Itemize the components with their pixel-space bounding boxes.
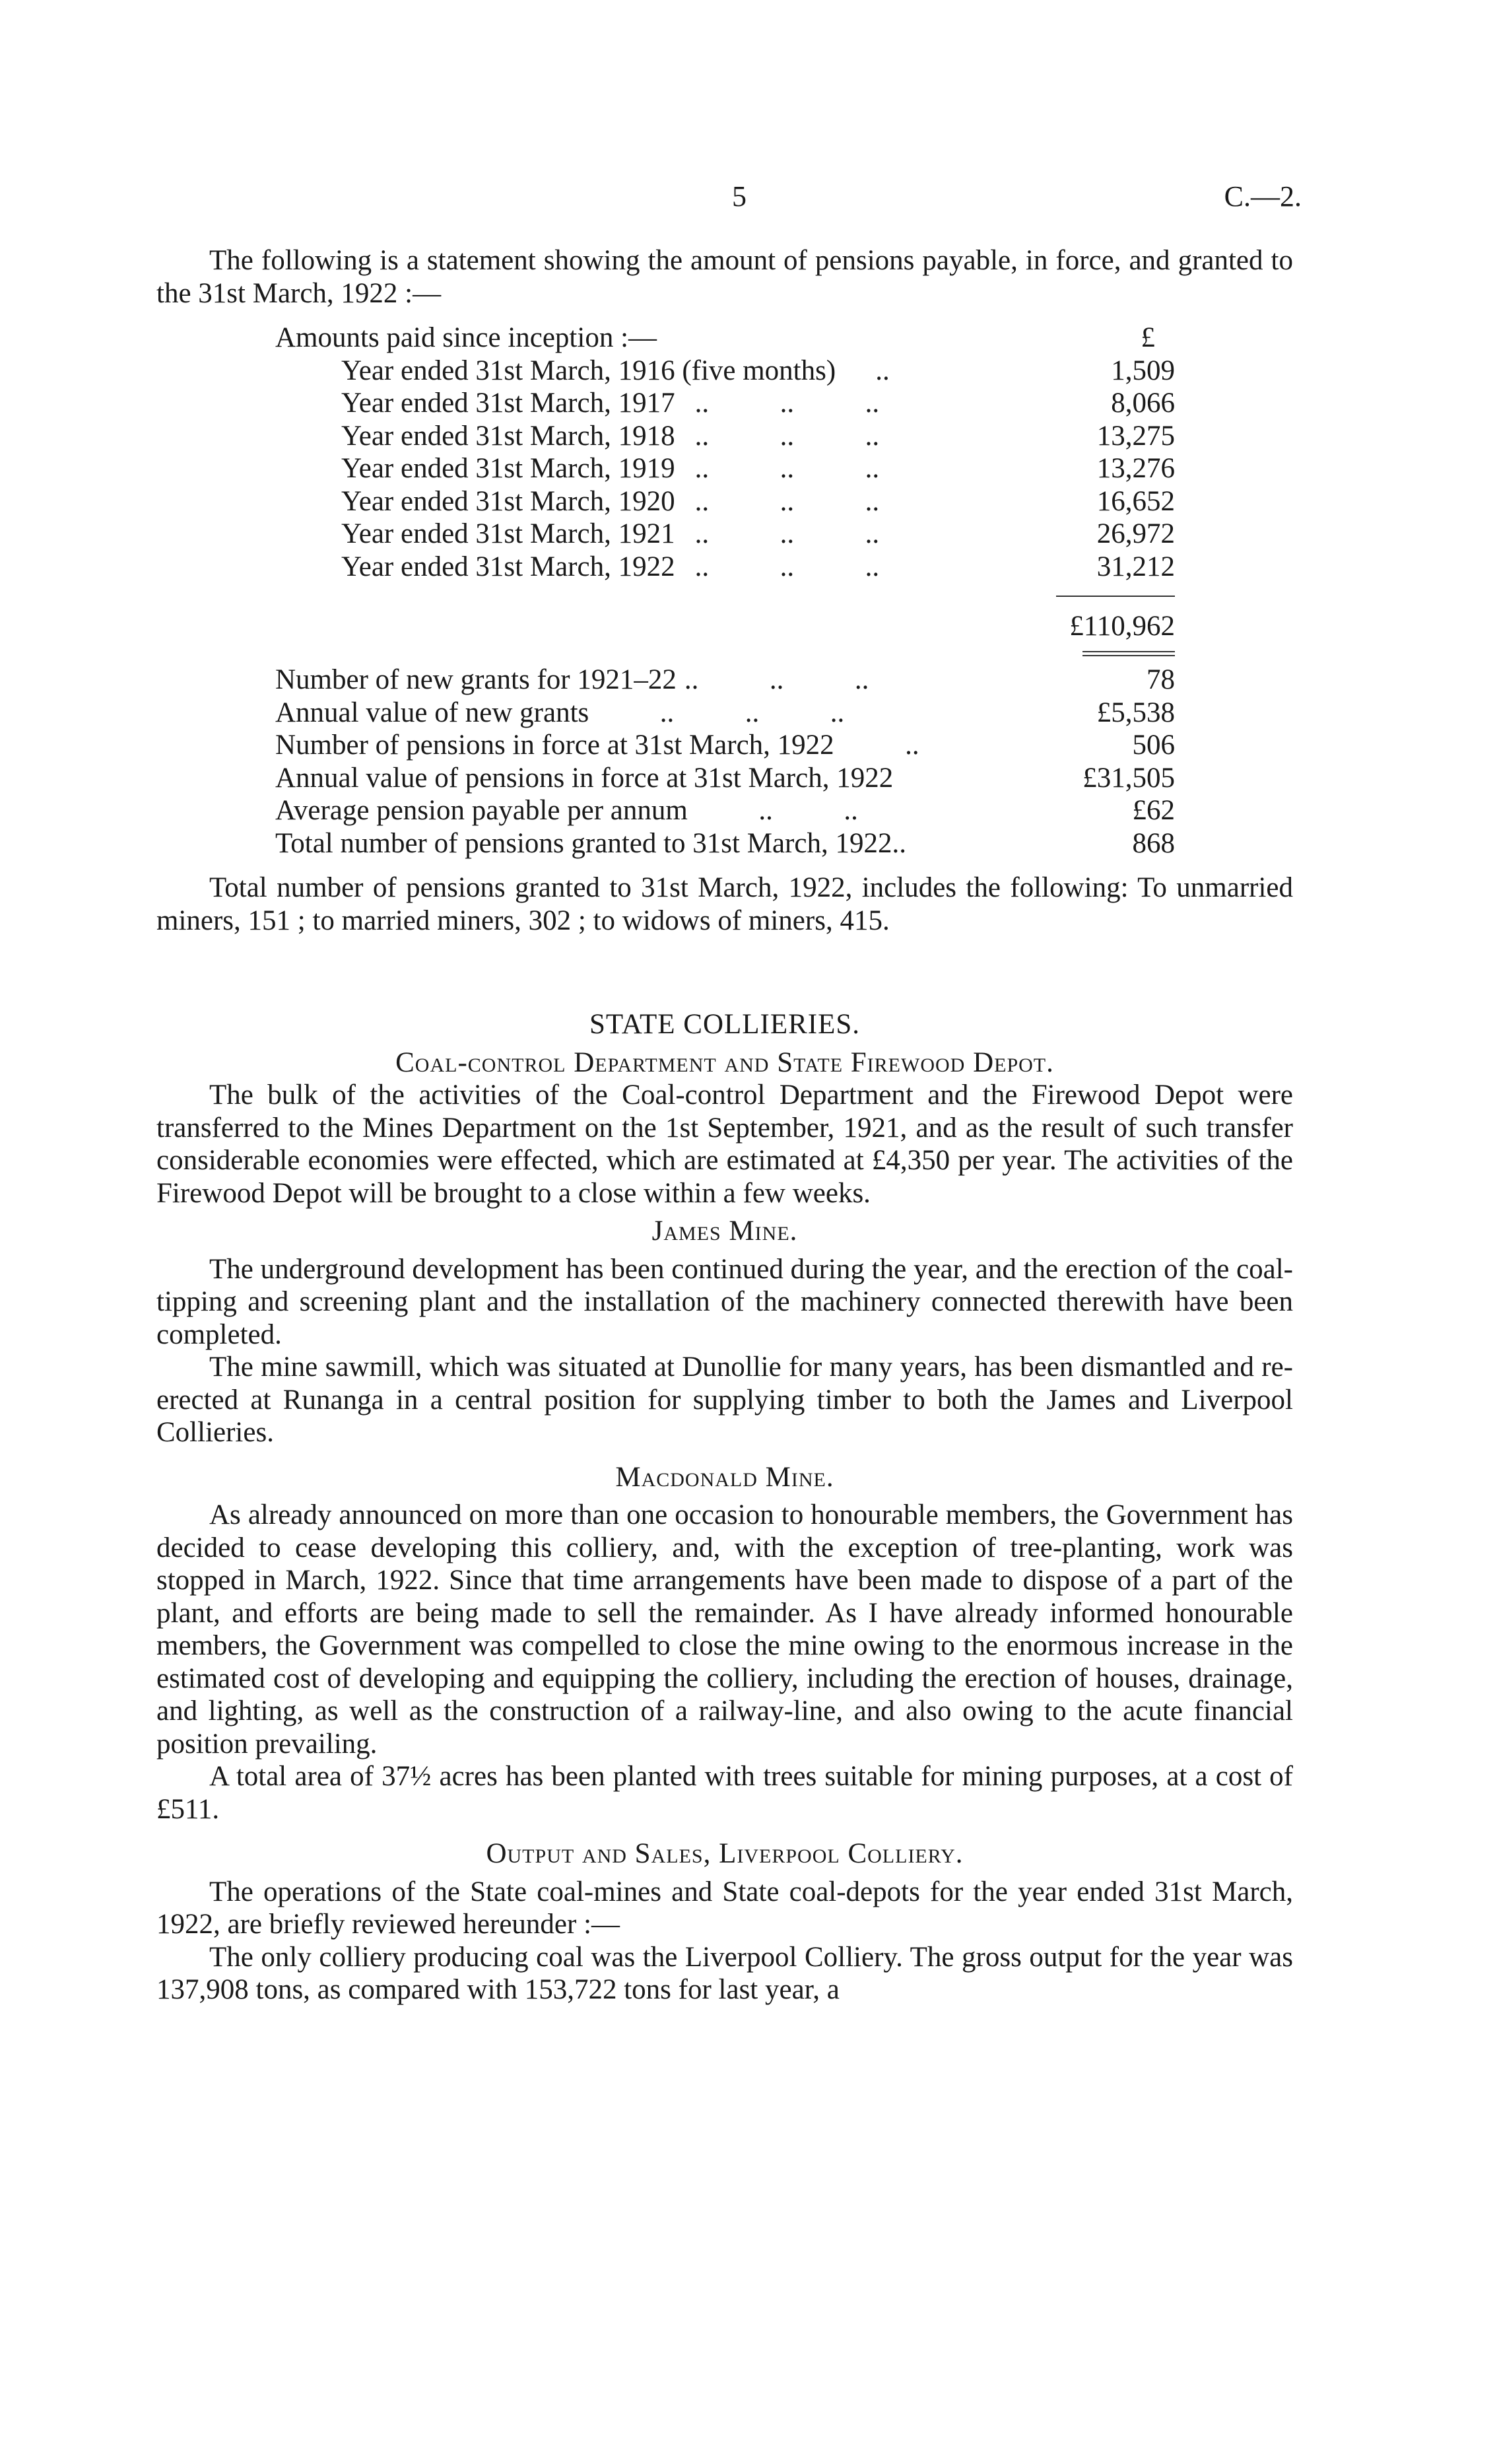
output-sales-heading: Output and Sales, Liverpool Colliery. bbox=[486, 1838, 964, 1869]
row-value: £31,505 bbox=[1082, 762, 1175, 794]
table-row bbox=[275, 355, 1175, 388]
row-dots: .. .. .. bbox=[694, 518, 880, 549]
row-label: Year ended 31st March, 1917 bbox=[341, 388, 675, 419]
james-mine-paragraph: The mine sawmill, which was situated at Dunollie for many years, has been dismantled and re-erected at Runanga in a central position for supplying timber to both the James and Liverpool Collieries. bbox=[156, 1352, 1293, 1448]
amounts-total-row bbox=[275, 609, 1175, 644]
stats-rows bbox=[275, 664, 1175, 860]
row-label: Average pension payable per annum bbox=[275, 795, 688, 826]
row-dots: .. .. .. bbox=[694, 485, 880, 517]
row-label: Year ended 31st March, 1921 bbox=[341, 518, 675, 549]
row-value: £5,538 bbox=[1096, 697, 1175, 728]
row-value: 1,509 bbox=[1111, 355, 1175, 386]
table-row bbox=[275, 420, 1175, 453]
summary-paragraph: Total number of pensions granted to 31st March, 1922, includes the following: To unmarried miners, 151 ; to married miners, 302 ; to widows of miners, 415. bbox=[156, 872, 1293, 936]
document-code: C.—2. bbox=[1224, 180, 1302, 213]
state-collieries-heading: STATE COLLIERIES. bbox=[589, 1009, 861, 1040]
row-value: 13,276 bbox=[1096, 453, 1175, 484]
pension-table bbox=[275, 322, 1175, 860]
page-header bbox=[0, 180, 1497, 219]
table-row bbox=[275, 762, 1175, 795]
row-dots: .. .. bbox=[687, 795, 858, 826]
row-dots: .. .. .. bbox=[694, 388, 880, 419]
row-label: Number of new grants for 1921–22 bbox=[275, 664, 677, 695]
table-row bbox=[275, 794, 1175, 827]
macdonald-mine-paragraph: A total area of 37½ acres has been planted with trees suitable for mining purposes, at a cost of £511. bbox=[156, 1761, 1293, 1825]
double-rule bbox=[1082, 651, 1175, 656]
row-dots: .. .. .. bbox=[694, 453, 880, 484]
page-number: 5 bbox=[732, 180, 747, 213]
row-label: Year ended 31st March, 1920 bbox=[341, 485, 675, 517]
coal-control-subheading: Coal-control Department and State Firewood Depot. bbox=[395, 1046, 1054, 1078]
horizontal-rule bbox=[1056, 596, 1175, 597]
row-label: Year ended 31st March, 1922 bbox=[341, 551, 675, 582]
row-dots: .. bbox=[892, 827, 906, 859]
macdonald-mine-paragraph: As already announced on more than one occasion to honourable members, the Government has decided to cease developing this colliery, and, with the exception of tree-planting, work was stopped in March, 1922. Since that time arrangements have been made to dispose of a part of the plant, and efforts are being made to sell the remainder. As I have already informed honourable members, the Government was compelled to close the mine owing to the enormous increase in the estimated cost of developing and equipping the colliery, including the erection of houses, drainage, and lighting, as well as the construction of a railway-line, and also owing to the acute financial position prevailing. bbox=[156, 1499, 1293, 1760]
row-value: 506 bbox=[1132, 730, 1175, 761]
amounts-heading: Amounts paid since inception :— bbox=[275, 322, 657, 353]
table-row bbox=[275, 387, 1175, 420]
row-label: Year ended 31st March, 1916 (five months) bbox=[341, 355, 836, 386]
table-row bbox=[275, 452, 1175, 485]
subtotal-rule bbox=[275, 583, 1175, 609]
row-label: Number of pensions in force at 31st March, 1922 bbox=[275, 730, 834, 761]
output-sales-paragraph: The operations of the State coal-mines and State coal-depots for the year ended 31st March, 1922, are briefly reviewed hereunder :— bbox=[156, 1876, 1293, 1940]
page-content bbox=[156, 244, 1293, 2006]
table-row bbox=[275, 697, 1175, 730]
table-row bbox=[275, 729, 1175, 762]
total-double-rule bbox=[275, 644, 1175, 664]
row-dots: .. .. .. bbox=[589, 697, 845, 728]
table-row bbox=[275, 551, 1175, 584]
row-dots: .. .. .. bbox=[694, 420, 880, 452]
row-dots: .. bbox=[875, 355, 890, 386]
row-label: Annual value of pensions in force at 31st March, 1922 bbox=[275, 762, 894, 794]
row-value: 78 bbox=[1147, 664, 1175, 695]
row-value: 31,212 bbox=[1096, 551, 1175, 582]
row-label: Year ended 31st March, 1918 bbox=[341, 420, 675, 452]
row-dots: .. bbox=[834, 730, 919, 761]
james-mine-heading: James Mine. bbox=[651, 1215, 798, 1247]
row-dots: .. .. .. bbox=[684, 664, 869, 695]
row-dots: .. .. .. bbox=[694, 551, 880, 582]
row-value: 16,652 bbox=[1096, 485, 1175, 517]
output-sales-paragraph: The only colliery producing coal was the Liverpool Colliery. The gross output for the year was 137,908 tons, as compared with 153,722 tons for last year, a bbox=[156, 1941, 1293, 2005]
coal-control-paragraph: The bulk of the activities of the Coal-control Department and the Firewood Depot were transferred to the Mines Department on the 1st September, 1921, and as the result of such transfer considerable economies were effected, which are estimated at £4,350 per year. The activities of the Firewood Depot will be brought to a close within a few weeks. bbox=[156, 1079, 1293, 1209]
row-label: Annual value of new grants bbox=[275, 697, 589, 728]
row-value: 8,066 bbox=[1111, 388, 1175, 419]
currency-symbol: £ bbox=[1141, 322, 1155, 353]
table-row bbox=[275, 485, 1175, 518]
row-value: £62 bbox=[1132, 795, 1175, 826]
table-row bbox=[275, 518, 1175, 551]
row-label: Total number of pensions granted to 31st March, 1922 bbox=[275, 827, 892, 859]
row-value: 868 bbox=[1132, 827, 1175, 859]
table-row bbox=[275, 664, 1175, 697]
macdonald-mine-heading: Macdonald Mine. bbox=[615, 1461, 834, 1493]
amounts-heading-row bbox=[275, 322, 1175, 355]
intro-paragraph: The following is a statement showing the amount of pensions payable, in force, and granted to the 31st March, 1922 :— bbox=[156, 245, 1293, 309]
amounts-rows bbox=[275, 355, 1175, 584]
row-value: 13,275 bbox=[1096, 420, 1175, 452]
row-label: Year ended 31st March, 1919 bbox=[341, 453, 675, 484]
row-value: 26,972 bbox=[1096, 518, 1175, 549]
amounts-total: £110,962 bbox=[1069, 611, 1175, 642]
table-row bbox=[275, 827, 1175, 860]
james-mine-paragraph: The underground development has been continued during the year, and the erection of the coal-tipping and screening plant and the installation of the machinery connected therewith have been completed. bbox=[156, 1253, 1293, 1350]
